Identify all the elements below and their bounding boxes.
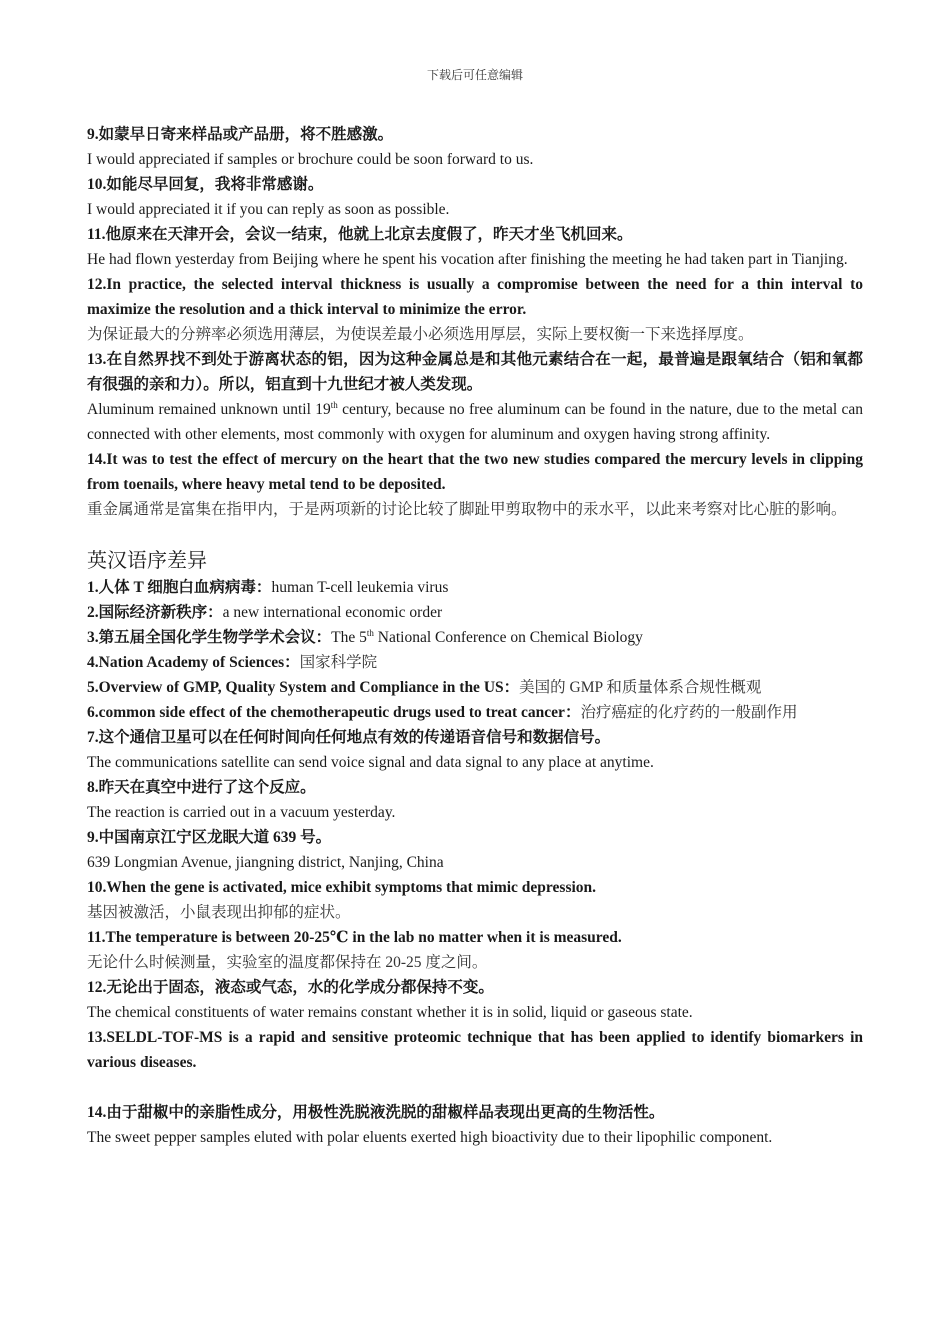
item-answer: 美国的 GMP 和质量体系合规性概观 [519,679,762,696]
item [87,575,863,600]
sentence-zh: 9.中国南京江宁区龙眠大道 639 号。 [87,829,332,846]
section-title: 英汉语序差异 [87,550,207,572]
sentence-en: 13.SELDL-TOF-MS is a rapid and sensitive proteomic technique that has been applied to identify biomarkers in various diseases. [87,1029,863,1071]
item [87,700,863,725]
sentence-zh: 7.这个通信卫星可以在任何时间向任何地点有效的传递语音信号和数据信号。 [87,729,611,746]
item [87,650,863,675]
sentence-en: The reaction is carried out in a vacuum yesterday. [87,804,396,821]
sentence-en: The communications satellite can send voice signal and data signal to any place at anytime. [87,754,654,771]
sentence-en [87,397,863,447]
item-answer: 治疗癌症的化疗药的一般副作用 [580,704,798,721]
sentence-en: I would appreciated it if you can reply as soon as possible. [87,201,450,218]
item-answer: 国家科学院 [299,654,378,671]
sentence-zh: 14.由于甜椒中的亲脂性成分，用极性洗脱液洗脱的甜椒样品表现出更高的生物活性。 [87,1104,665,1121]
item-question: 1.人体 T 细胞白血病病毒： [87,579,272,596]
sentence-en: The chemical constituents of water remains constant whether it is in solid, liquid or gaseous state. [87,1004,693,1021]
item-question: 5.Overview of GMP, Quality System and Compliance in the US： [87,679,520,696]
superscript: th [330,399,338,410]
sentence-zh: 13.在自然界找不到处于游离状态的铝，因为这种金属总是和其他元素结合在一起，最普遍是跟氧结合（铝和氧都有很强的亲和力）。所以，铝直到十九世纪才被人类发现。 [87,351,863,393]
item [87,675,863,700]
sentence-zh: 为保证最大的分辨率必须选用薄层，为使误差最小必须选用厚层，实际上要权衡一下来选择厚度。 [87,326,754,343]
sentence-en: He had flown yesterday from Beijing where he spent his vocation after finishing the meeting he had taken part in Tianjing. [87,251,848,268]
sentence-zh: 10.如能尽早回复，我将非常感谢。 [87,176,324,193]
sentence-en: 12.In practice, the selected interval thickness is usually a compromise between the need for a thin interval to maximize the resolution and a thick interval to minimize the error. [87,276,863,318]
item-question: 4.Nation Academy of Sciences： [87,654,300,671]
sentence-en: I would appreciated if samples or brochure could be soon forward to us. [87,151,534,168]
sentence-en: 14.It was to test the effect of mercury on the heart that the two new studies compared the mercury levels in clipping from toenails, where heavy metal tend to be deposited. [87,451,863,493]
item [87,600,863,625]
sentence-zh: 无论什么时候测量，实验室的温度都保持在 20-25 度之间。 [87,954,488,971]
page-header: 下载后可任意编辑 [426,68,523,82]
sentence-en: 11.The temperature is between 20-25℃ in the lab no matter when it is measured. [87,929,622,946]
item-question: 6.common side effect of the chemotherapeutic drugs used to treat cancer： [87,704,581,721]
sentence-en: 10.When the gene is activated, mice exhibit symptoms that mimic depression. [87,879,597,896]
item-answer: human T-cell leukemia virus [271,579,449,596]
document-body [87,122,863,1150]
sentence-zh: 12.无论出于固态，液态或气态，水的化学成分都保持不变。 [87,979,494,996]
sentence-zh: 重金属通常是富集在指甲内，于是两项新的讨论比较了脚趾甲剪取物中的汞水平，以此来考察对比心脏的影响。 [87,501,847,518]
item-answer: a new international economic order [222,604,443,621]
text-part: century, because no free aluminum can be found in the nature, due to the metal can connected with other elements, most commonly with oxygen for aluminum and oxygen having strong affinity. [87,401,863,443]
item-question: 2.国际经济新秩序： [87,604,223,621]
spacer [87,1075,863,1100]
text-part: Aluminum remained unknown until 19 [87,401,331,418]
sentence-en: The sweet pepper samples eluted with polar eluents exerted high bioactivity due to their lipophilic component. [87,1129,773,1146]
item-question: 3.第五届全国化学生物学学术会议： [87,629,332,646]
superscript: th [366,627,374,638]
sentence-zh: 基因被激活，小鼠表现出抑郁的症状。 [87,904,351,921]
item-answer: National Conference on Chemical Biology [373,629,643,646]
sentence-zh: 9.如蒙早日寄来样品或产品册，将不胜感激。 [87,126,394,143]
sentence-en: 639 Longmian Avenue, jiangning district, Nanjing, China [87,854,444,871]
item-answer: The 5 [331,629,367,646]
spacer [87,522,863,547]
sentence-zh: 11.他原来在天津开会，会议一结束，他就上北京去度假了，昨天才坐飞机回来。 [87,226,633,243]
sentence-zh: 8.昨天在真空中进行了这个反应。 [87,779,316,796]
item [87,625,863,650]
